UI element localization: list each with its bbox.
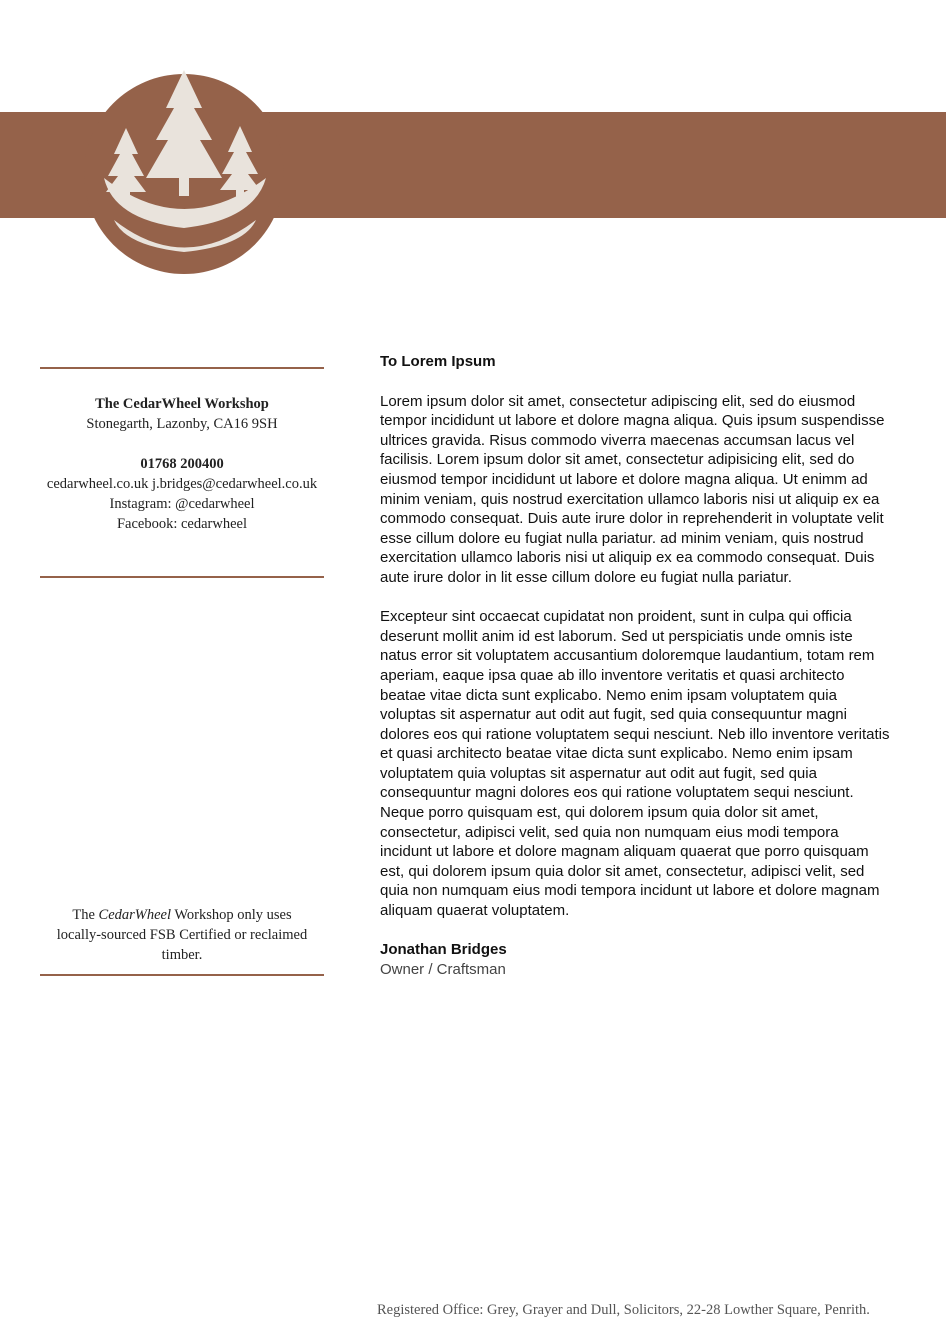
signature-role: Owner / Craftsman [380, 960, 506, 978]
sourcing-note [50, 905, 314, 965]
sidebar-divider-middle [40, 576, 324, 578]
signature-name: Jonathan Bridges [380, 941, 507, 959]
company-phone: 01768 200400 [140, 456, 224, 472]
company-contact-block [40, 394, 324, 534]
trees-on-wheel-logo [84, 70, 284, 278]
letter-paragraph-1: Lorem ipsum dolor sit amet, consectetur adipiscing elit, sed do eiusmod tempor incididunt ut labore et dolore magna aliqua. Quis ipsum suspendisse ultrices gravida. Risus commodo viverra maecenas accumsan lacus vel facilisis. Lorem ipsum dolor sit amet, consectetur adipisicing elit, sed do eiusmod tempor incididunt ut labore et dolore magna aliqua. Ut enimm ad minim veniam, quis nostrud exercitation ullamco laboris nisi ut aliquip ex ea commodo consequat. Duis aute irure dolor in reprehenderit in voluptate velit esse cillum dolore eu fugiat nulla pariatur. ad minim veniam, quis nostrud exercitation ullamco laboris nisi ut aliquip ex ea commodo consequat. Duis aute irure dolor in lit esse cillum dolore eu fugiat nulla pariatur. [380, 392, 885, 586]
sidebar-divider-bottom [40, 974, 324, 976]
letter-paragraph-2: Excepteur sint occaecat cupidatat non proident, sunt in culpa qui officia deserunt mollit anim id est laborum. Sed ut perspiciatis unde omnis iste natus error sit voluptatem accusantium doloremque laudantium, totam rem aperiam, eaque ipsa quae ab illo inventore veritatis et quasi architecto beatae vitae dicta sunt explicabo. Nemo enim ipsam voluptatem quia voluptas sit aspernatur aut odit aut fugit, sed quia consequuntur magni dolores eos qui ratione voluptatem sequi nesciunt. Neb illo inventore veritatis et quasi architecto beatae vitae dicta sunt explicabo. Nemo enim ipsam voluptatem quia voluptas sit aspernatur aut odit aut fugit, sed quia consequuntur magni dolores eos qui ratione voluptatem sequi nesciunt. Neque porro quisquam est, qui dolorem ipsum quia dolor sit amet, consectetur, adipisci velit, sed quia non numquam eius modi tempora incidunt ut labore et dolore magnam aliquam quaerat que porro quisquam est, qui dolorem ipsum quia dolor sit amet, consectetur, adipisci velit, sed quia non numquam eius modi tempora incidunt ut labore et dolore magnam aliquam quaerat voluptatem. [380, 608, 890, 920]
company-instagram: Instagram: @cedarwheel [109, 496, 255, 512]
sourcing-note-prefix: The [72, 907, 99, 923]
company-facebook: Facebook: cedarwheel [116, 516, 248, 532]
sourcing-note-brand: CedarWheel [98, 907, 172, 923]
sidebar-divider-top [40, 367, 324, 369]
recipient-line: To Lorem Ipsum [380, 353, 496, 370]
company-web-email: cedarwheel.co.uk j.bridges@cedarwheel.co.uk [46, 476, 318, 492]
company-address: Stonegarth, Lazonby, CA16 9SH [86, 416, 278, 432]
company-name: The CedarWheel Workshop [95, 396, 269, 412]
registered-office-footer: Registered Office: Grey, Grayer and Dull, Solicitors, 22-28 Lowther Square, Penrith. [377, 1302, 870, 1318]
letter-body [380, 352, 892, 979]
sourcing-note-rest: Workshop only uses locally-sourced FSB Certified or reclaimed timber. [56, 907, 308, 963]
logo-graphic [84, 70, 284, 278]
